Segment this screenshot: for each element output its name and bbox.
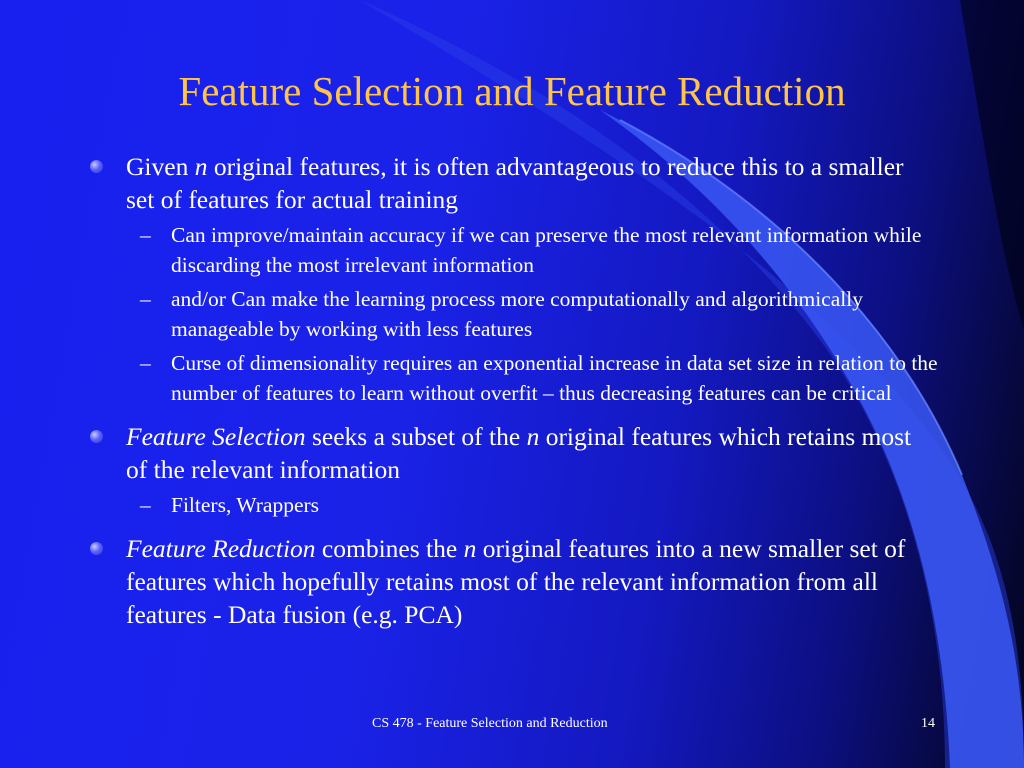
dash-icon: – [140,493,151,517]
slide-number: 14 [921,716,935,731]
bullet-icon [90,430,103,443]
bullet-icon [90,542,103,555]
bullet-feature-selection: Feature Selection seeks a subset of the n original features which retains most of the relevant information [0,420,938,486]
dash-icon: – [140,223,151,247]
slide-title: Feature Selection and Feature Reduction [178,68,846,114]
sub-bullet-list [0,490,1024,520]
sub-bullet-computational: – and/or Can make the learning process more computationally and algorithmically manageable by working with less features [0,284,941,344]
bullet-given-n-features: Given n original features, it is often advantageous to reduce this to a smaller set of features for actual training [0,150,938,216]
sub-bullet-accuracy: – Can improve/maintain accuracy if we can preserve the most relevant information while discarding the most irrelevant information [0,220,941,280]
dash-icon: – [140,287,151,311]
dash-icon: – [140,351,151,375]
sub-bullet-filters-wrappers: – Filters, Wrappers [0,490,941,520]
slide-content [0,150,1024,641]
sub-bullet-list [0,220,1024,408]
footer-course-title: CS 478 - Feature Selection and Reduction [372,716,608,731]
bullet-icon [90,160,103,173]
sub-bullet-curse-of-dimensionality: – Curse of dimensionality requires an exponential increase in data set size in relation to the number of features to learn without overfit – thus decreasing features can be critical [0,348,941,408]
bullet-feature-reduction: Feature Reduction combines the n original features into a new smaller set of features which hopefully retains most of the relevant information from all features - Data fusion (e.g. PCA) [0,532,938,631]
